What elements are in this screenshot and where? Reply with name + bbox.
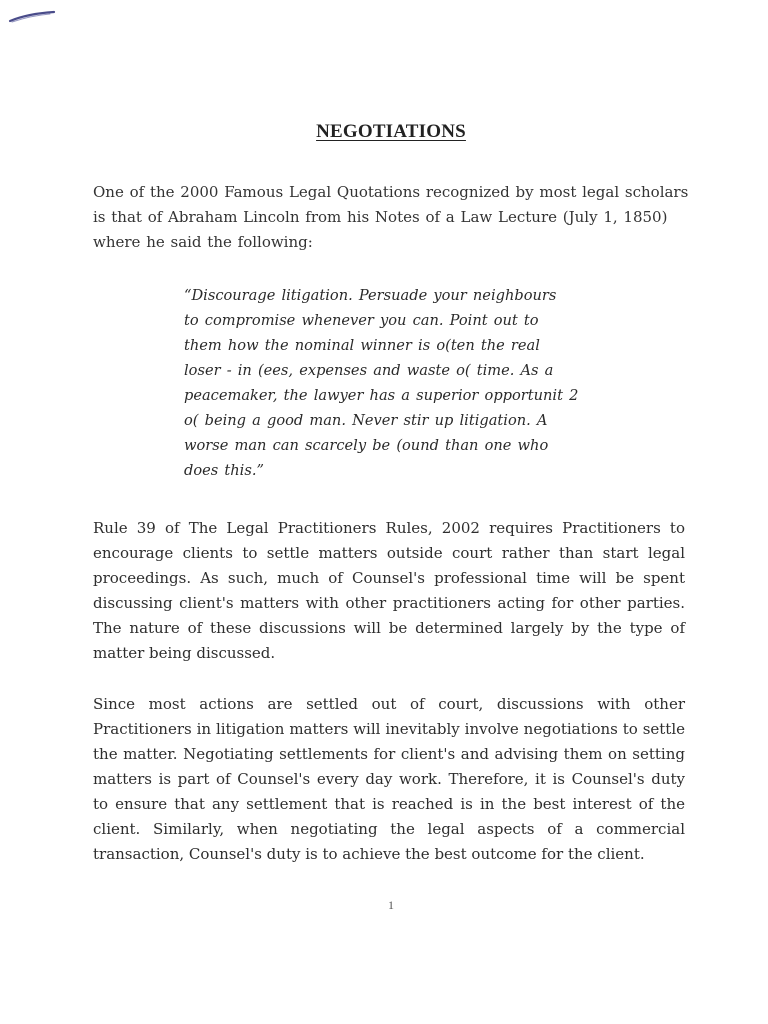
paragraph-line: proceedings. As such, much of Counsel's professional time will be spent bbox=[93, 569, 685, 587]
lincoln-quote-block bbox=[184, 283, 584, 483]
paragraph-line: Practitioners in litigation matters will inevitably involve negotiations to settle bbox=[93, 720, 685, 738]
quote-line: them how the nominal winner is o(ten the real bbox=[184, 337, 540, 354]
quote-line: does this.” bbox=[184, 462, 264, 479]
settlement-paragraph bbox=[93, 692, 685, 867]
quote-line: o( being a good man. Never stir up litigation. A bbox=[184, 412, 548, 429]
paragraph-line: The nature of these discussions will be determined largely by the type of bbox=[93, 619, 685, 637]
paragraph-line: encourage clients to settle matters outside court rather than start legal bbox=[93, 544, 685, 562]
paragraph-line: discussing client's matters with other practitioners acting for other parties. bbox=[93, 594, 685, 612]
quote-line: peacemaker, the lawyer has a superior opportunit 2 bbox=[184, 387, 579, 404]
intro-paragraph bbox=[93, 180, 693, 255]
paragraph-line: to ensure that any settlement that is reached is in the best interest of the bbox=[93, 795, 685, 813]
quote-line: worse man can scarcely be (ound than one who bbox=[184, 437, 549, 454]
intro-line: where he said the following: bbox=[93, 233, 313, 251]
paragraph-line: Since most actions are settled out of court, discussions with other bbox=[93, 695, 685, 713]
paragraph-line: transaction, Counsel's duty is to achieve the best outcome for the client. bbox=[93, 845, 645, 863]
page-number: 1 bbox=[388, 898, 394, 912]
paragraph-line: matter being discussed. bbox=[93, 644, 276, 662]
quote-line: loser - in (ees, expenses and waste o( time. As a bbox=[184, 362, 554, 379]
paragraph-line: the matter. Negotiating settlements for client's and advising them on setting bbox=[93, 745, 685, 763]
pen-stroke-mark bbox=[8, 6, 56, 26]
paragraph-line: client. Similarly, when negotiating the legal aspects of a commercial bbox=[93, 820, 685, 838]
intro-line: is that of Abraham Lincoln from his Notes of a Law Lecture (July 1, 1850) bbox=[93, 208, 668, 226]
intro-line: One of the 2000 Famous Legal Quotations recognized by most legal scholars bbox=[93, 183, 689, 201]
quote-line: “Discourage litigation. Persuade your neighbours bbox=[184, 287, 557, 304]
paragraph-line: Rule 39 of The Legal Practitioners Rules, 2002 requires Practitioners to bbox=[93, 519, 685, 537]
rule-39-paragraph bbox=[93, 516, 685, 666]
quote-line: to compromise whenever you can. Point out to bbox=[184, 312, 539, 329]
document-title: NEGOTIATIONS bbox=[316, 121, 466, 142]
paragraph-line: matters is part of Counsel's every day work. Therefore, it is Counsel's duty bbox=[93, 770, 685, 788]
